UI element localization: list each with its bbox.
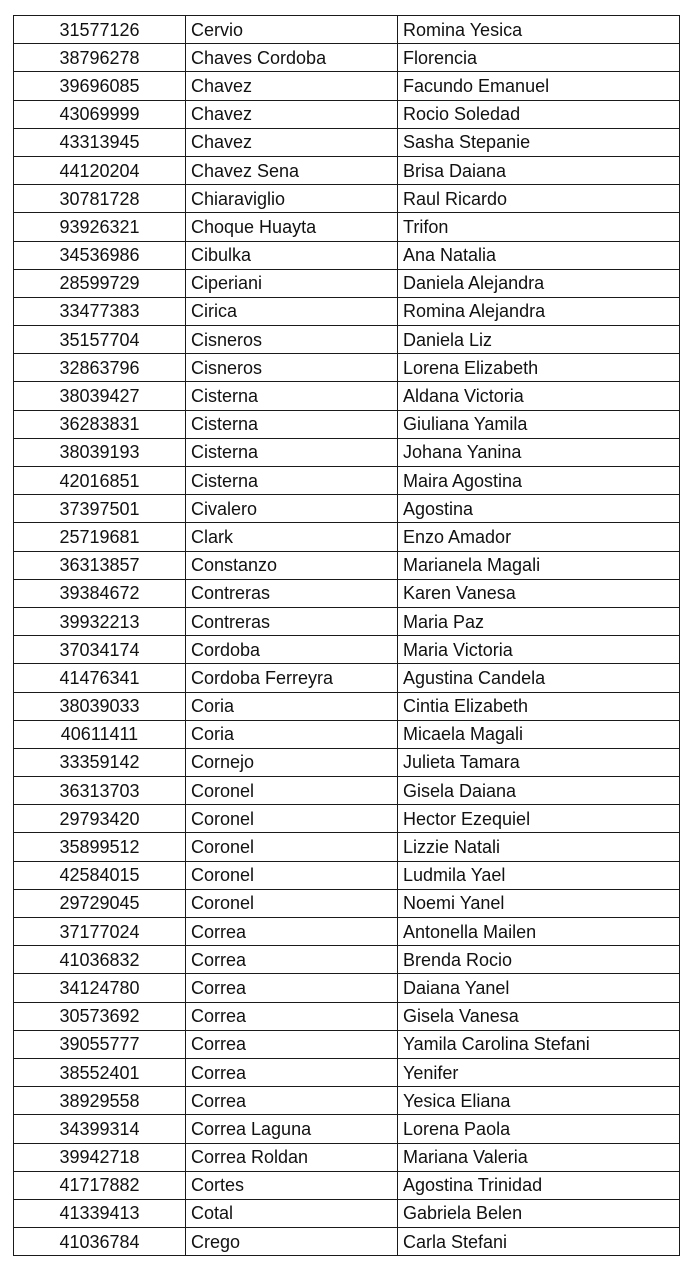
table-row	[14, 72, 680, 100]
given-names-cell: Gisela Vanesa	[398, 1002, 680, 1030]
given-names-cell: Brenda Rocio	[398, 946, 680, 974]
id-number-cell: 36283831	[14, 410, 186, 438]
table-row	[14, 1228, 680, 1256]
surname-cell: Coria	[186, 720, 398, 748]
surname-cell: Coria	[186, 692, 398, 720]
surname-cell: Cirica	[186, 297, 398, 325]
given-names-cell: Hector Ezequiel	[398, 805, 680, 833]
id-number-cell: 39055777	[14, 1030, 186, 1058]
surname-cell: Chavez	[186, 100, 398, 128]
surname-cell: Clark	[186, 523, 398, 551]
surname-cell: Contreras	[186, 579, 398, 607]
table-row	[14, 946, 680, 974]
surname-cell: Correa	[186, 1030, 398, 1058]
table-row	[14, 918, 680, 946]
id-number-cell: 29793420	[14, 805, 186, 833]
table-row	[14, 579, 680, 607]
given-names-cell: Romina Alejandra	[398, 297, 680, 325]
given-names-cell: Ludmila Yael	[398, 861, 680, 889]
table-row	[14, 551, 680, 579]
given-names-cell: Antonella Mailen	[398, 918, 680, 946]
surname-cell: Cisterna	[186, 410, 398, 438]
id-number-cell: 38039033	[14, 692, 186, 720]
surname-cell: Coronel	[186, 777, 398, 805]
id-number-cell: 32863796	[14, 354, 186, 382]
id-number-cell: 42584015	[14, 861, 186, 889]
given-names-cell: Daniela Alejandra	[398, 269, 680, 297]
surname-cell: Cibulka	[186, 241, 398, 269]
table-row	[14, 354, 680, 382]
table-row	[14, 1002, 680, 1030]
table-row	[14, 382, 680, 410]
table-row	[14, 974, 680, 1002]
given-names-cell: Lizzie Natali	[398, 833, 680, 861]
surname-cell: Coronel	[186, 861, 398, 889]
table-row	[14, 495, 680, 523]
surname-cell: Correa	[186, 1087, 398, 1115]
id-number-cell: 38796278	[14, 44, 186, 72]
surname-cell: Cisterna	[186, 438, 398, 466]
table-row	[14, 100, 680, 128]
table-row	[14, 1030, 680, 1058]
given-names-cell: Micaela Magali	[398, 720, 680, 748]
table-row	[14, 1199, 680, 1227]
surname-cell: Contreras	[186, 607, 398, 635]
id-number-cell: 36313703	[14, 777, 186, 805]
given-names-cell: Agustina Candela	[398, 664, 680, 692]
given-names-cell: Agostina	[398, 495, 680, 523]
given-names-cell: Rocio Soledad	[398, 100, 680, 128]
given-names-cell: Ana Natalia	[398, 241, 680, 269]
id-number-cell: 33477383	[14, 297, 186, 325]
table-row	[14, 438, 680, 466]
id-number-cell: 43069999	[14, 100, 186, 128]
table-row	[14, 805, 680, 833]
surname-cell: Correa	[186, 1058, 398, 1086]
id-number-cell: 93926321	[14, 213, 186, 241]
given-names-cell: Facundo Emanuel	[398, 72, 680, 100]
id-number-cell: 28599729	[14, 269, 186, 297]
given-names-cell: Maria Victoria	[398, 636, 680, 664]
table-row	[14, 297, 680, 325]
table-row	[14, 16, 680, 44]
table-row	[14, 1171, 680, 1199]
id-number-cell: 41476341	[14, 664, 186, 692]
surname-cell: Chiaraviglio	[186, 185, 398, 213]
surname-cell: Correa	[186, 1002, 398, 1030]
id-number-cell: 35157704	[14, 326, 186, 354]
id-number-cell: 38039193	[14, 438, 186, 466]
table-row	[14, 185, 680, 213]
given-names-cell: Marianela Magali	[398, 551, 680, 579]
table-row	[14, 467, 680, 495]
surname-cell: Chavez	[186, 72, 398, 100]
surname-cell: Cisneros	[186, 326, 398, 354]
table-row	[14, 720, 680, 748]
id-number-cell: 36313857	[14, 551, 186, 579]
surname-cell: Cornejo	[186, 748, 398, 776]
table-row	[14, 692, 680, 720]
surname-cell: Crego	[186, 1228, 398, 1256]
given-names-cell: Carla Stefani	[398, 1228, 680, 1256]
id-number-cell: 39932213	[14, 607, 186, 635]
surname-cell: Correa Roldan	[186, 1143, 398, 1171]
id-number-cell: 38552401	[14, 1058, 186, 1086]
surname-cell: Choque Huayta	[186, 213, 398, 241]
table-row	[14, 1143, 680, 1171]
given-names-cell: Yamila Carolina Stefani	[398, 1030, 680, 1058]
surname-cell: Cisterna	[186, 382, 398, 410]
name-list-table	[13, 15, 680, 1256]
given-names-cell: Gabriela Belen	[398, 1199, 680, 1227]
given-names-cell: Daiana Yanel	[398, 974, 680, 1002]
given-names-cell: Karen Vanesa	[398, 579, 680, 607]
name-list-sheet	[13, 15, 679, 1256]
given-names-cell: Giuliana Yamila	[398, 410, 680, 438]
given-names-cell: Sasha Stepanie	[398, 128, 680, 156]
given-names-cell: Trifon	[398, 213, 680, 241]
table-row	[14, 1115, 680, 1143]
given-names-cell: Florencia	[398, 44, 680, 72]
given-names-cell: Brisa Daiana	[398, 156, 680, 184]
id-number-cell: 34124780	[14, 974, 186, 1002]
id-number-cell: 38039427	[14, 382, 186, 410]
id-number-cell: 29729045	[14, 889, 186, 917]
id-number-cell: 39942718	[14, 1143, 186, 1171]
table-body	[14, 16, 680, 1256]
table-row	[14, 410, 680, 438]
table-row	[14, 1058, 680, 1086]
surname-cell: Cervio	[186, 16, 398, 44]
id-number-cell: 30573692	[14, 1002, 186, 1030]
id-number-cell: 42016851	[14, 467, 186, 495]
given-names-cell: Noemi Yanel	[398, 889, 680, 917]
id-number-cell: 38929558	[14, 1087, 186, 1115]
id-number-cell: 37397501	[14, 495, 186, 523]
given-names-cell: Raul Ricardo	[398, 185, 680, 213]
given-names-cell: Gisela Daiana	[398, 777, 680, 805]
surname-cell: Coronel	[186, 889, 398, 917]
id-number-cell: 43313945	[14, 128, 186, 156]
id-number-cell: 41036784	[14, 1228, 186, 1256]
table-row	[14, 326, 680, 354]
id-number-cell: 31577126	[14, 16, 186, 44]
table-row	[14, 1087, 680, 1115]
id-number-cell: 41339413	[14, 1199, 186, 1227]
surname-cell: Ciperiani	[186, 269, 398, 297]
surname-cell: Coronel	[186, 833, 398, 861]
surname-cell: Chavez Sena	[186, 156, 398, 184]
surname-cell: Cotal	[186, 1199, 398, 1227]
surname-cell: Cortes	[186, 1171, 398, 1199]
table-row	[14, 861, 680, 889]
id-number-cell: 39696085	[14, 72, 186, 100]
id-number-cell: 34399314	[14, 1115, 186, 1143]
surname-cell: Civalero	[186, 495, 398, 523]
id-number-cell: 37177024	[14, 918, 186, 946]
surname-cell: Cisterna	[186, 467, 398, 495]
surname-cell: Correa Laguna	[186, 1115, 398, 1143]
table-row	[14, 269, 680, 297]
table-row	[14, 889, 680, 917]
surname-cell: Correa	[186, 918, 398, 946]
table-row	[14, 44, 680, 72]
table-row	[14, 664, 680, 692]
given-names-cell: Romina Yesica	[398, 16, 680, 44]
given-names-cell: Enzo Amador	[398, 523, 680, 551]
given-names-cell: Julieta Tamara	[398, 748, 680, 776]
surname-cell: Constanzo	[186, 551, 398, 579]
given-names-cell: Agostina Trinidad	[398, 1171, 680, 1199]
id-number-cell: 39384672	[14, 579, 186, 607]
id-number-cell: 37034174	[14, 636, 186, 664]
id-number-cell: 25719681	[14, 523, 186, 551]
table-row	[14, 607, 680, 635]
given-names-cell: Yesica Eliana	[398, 1087, 680, 1115]
table-row	[14, 833, 680, 861]
surname-cell: Chavez	[186, 128, 398, 156]
surname-cell: Cisneros	[186, 354, 398, 382]
id-number-cell: 30781728	[14, 185, 186, 213]
given-names-cell: Maria Paz	[398, 607, 680, 635]
table-row	[14, 213, 680, 241]
surname-cell: Cordoba	[186, 636, 398, 664]
id-number-cell: 44120204	[14, 156, 186, 184]
given-names-cell: Daniela Liz	[398, 326, 680, 354]
id-number-cell: 35899512	[14, 833, 186, 861]
given-names-cell: Mariana Valeria	[398, 1143, 680, 1171]
given-names-cell: Johana Yanina	[398, 438, 680, 466]
surname-cell: Coronel	[186, 805, 398, 833]
id-number-cell: 41036832	[14, 946, 186, 974]
given-names-cell: Yenifer	[398, 1058, 680, 1086]
given-names-cell: Maira Agostina	[398, 467, 680, 495]
table-row	[14, 128, 680, 156]
id-number-cell: 34536986	[14, 241, 186, 269]
table-row	[14, 748, 680, 776]
surname-cell: Correa	[186, 946, 398, 974]
given-names-cell: Aldana Victoria	[398, 382, 680, 410]
given-names-cell: Lorena Elizabeth	[398, 354, 680, 382]
id-number-cell: 41717882	[14, 1171, 186, 1199]
table-row	[14, 523, 680, 551]
table-row	[14, 156, 680, 184]
given-names-cell: Cintia Elizabeth	[398, 692, 680, 720]
id-number-cell: 33359142	[14, 748, 186, 776]
surname-cell: Correa	[186, 974, 398, 1002]
table-row	[14, 636, 680, 664]
surname-cell: Cordoba Ferreyra	[186, 664, 398, 692]
table-row	[14, 241, 680, 269]
table-row	[14, 777, 680, 805]
id-number-cell: 40611411	[14, 720, 186, 748]
given-names-cell: Lorena Paola	[398, 1115, 680, 1143]
surname-cell: Chaves Cordoba	[186, 44, 398, 72]
